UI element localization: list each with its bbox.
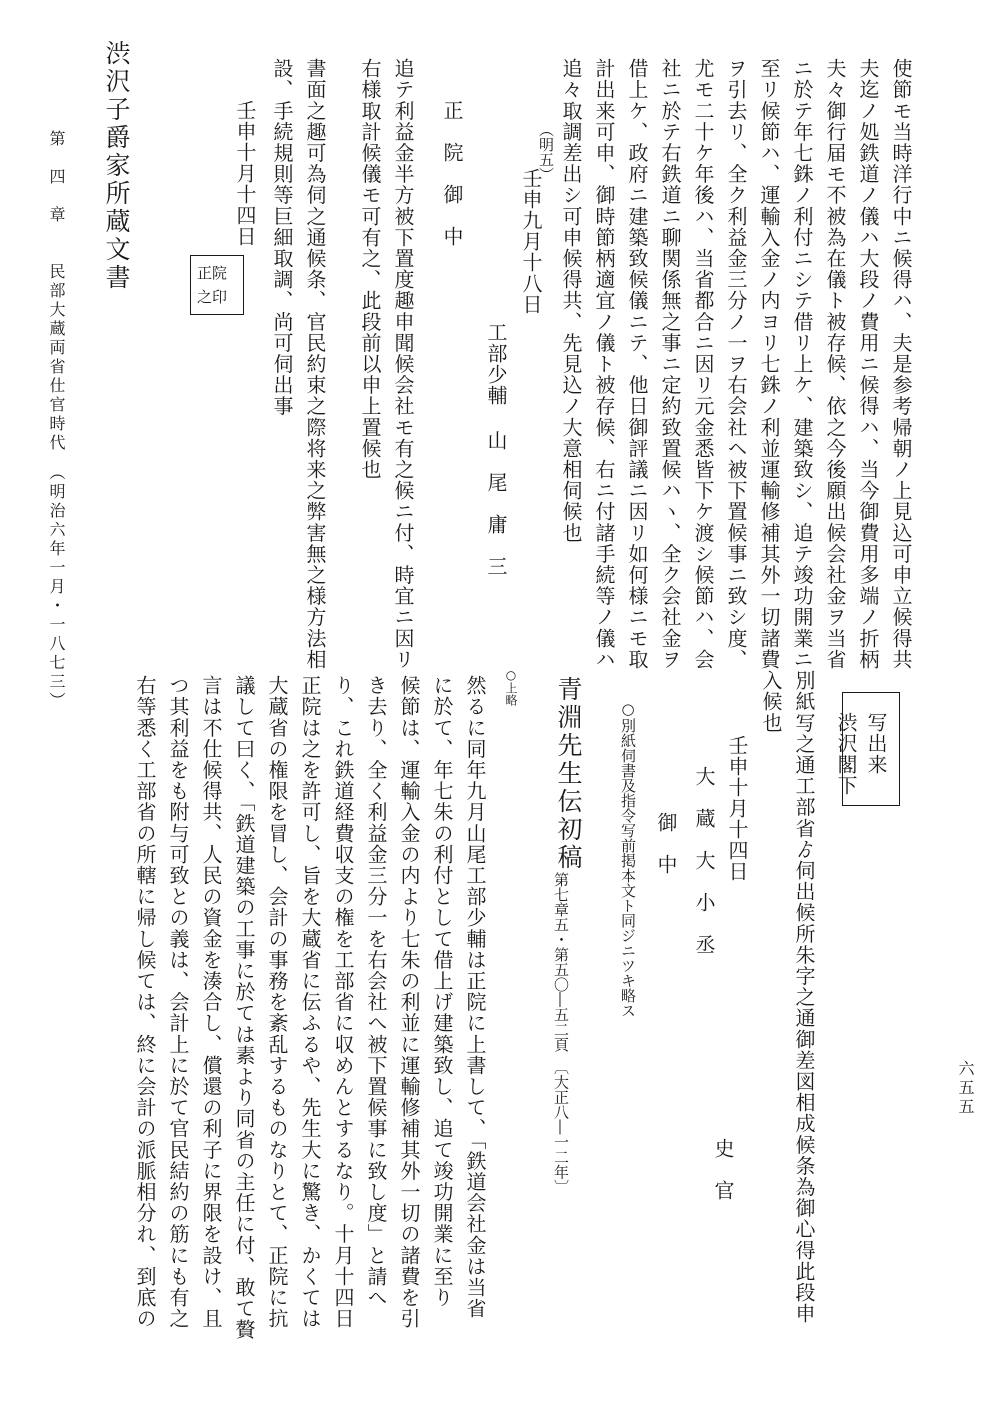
text-line: 右様取計候儀モ可有之、此段前以申上置候也 [358,58,382,480]
signer-title: 工部少輔 [484,322,508,406]
body-line: 言は不仕候得共、人民の資金を湊合し、償還の利子に界限を設け、且 [199,675,223,1330]
memo-date: 壬申十月十四日 [725,735,749,882]
body-line: 右等悉く工部省の所轄に帰し候ては、終に会計の派脈相分れ、到底の [133,675,157,1330]
text-line: 計出来可申、御時節柄適宜ノ儀ト被存候、右ニ付諸手続等ノ儀ハ [592,58,616,670]
source-reference: 第七章五・第五〇―五二頁 〔大正八―一二年〕 [552,872,570,1195]
memo-to-suffix: 御 中 [654,812,678,875]
text-line: ニ於テ年七銖ノ利付ニシテ借リ上ケ、建築致シ、追テ竣功開業ニ [790,58,814,670]
date: 壬申九月十八日 [519,168,543,315]
memo-from: 史 官 [711,1138,735,1201]
seal-text: 正院 [197,264,228,282]
source-title: 青淵先生伝初稿 [554,676,583,872]
body-line: つ其利益をも附与可致との義は、会計上に於て官民結約の筋にも有之 [166,675,190,1330]
copy-label: 写出来 [864,712,888,775]
text-line: 追々取調差出シ可申候得共、先見込ノ大意相伺候也 [559,58,583,544]
memo-to-office: 大 蔵 大 小 丞 [692,766,716,955]
body-line: 候節は、運輸入金の内より七朱の利並に運輸修補其外一切の諸費を引 [397,675,421,1330]
body-line: 然るに同年九月山尾工部少輔は正院に上書して、「鉄道会社金は当省 [463,675,487,1320]
text-line: 使節モ当時洋行中ニ候得ハ、夫是参考帰朝ノ上見込可申立候得共 [889,58,913,670]
seal-stamp [190,255,244,315]
text-line: 夫々御行届モ不被為在儀ト被存候、依之今後願出候会社金ヲ当省 [823,58,847,670]
body-line: き去り、全く利益金三分一を右会社へ被下置候事に致し度」と請へ [364,675,388,1308]
text-line: 借上ケ、政府ニ建築致候儀ニテ、他日御評議ニ因リ如何様ニモ取 [625,58,649,670]
body-line: 議して曰く、「鉄道建築の工事に於ては素より同省の主任に付、敢て贅 [232,675,256,1341]
text-line: 夫迄ノ処鉄道ノ儀ハ大段ノ費用ニ候得ハ、当今御費用多端ノ折柄 [856,58,880,670]
collection-title: 渋沢子爵家所蔵文書 [102,40,131,292]
body-line: り、これ鉄道経費収支の権を工部省に収めんとするなり。十月十四日 [331,675,355,1330]
text-line: 尤モ二十ケ年後ハ、当省都合ニ因リ元金悉皆下ケ渡シ候節ハ、会 [691,58,715,670]
text-line: 至リ候節ハ、運輸入金ノ内ヨリ七銖ノ利並運輸修補其外一切諸費 [757,58,781,670]
running-header: 第 四 章 民部大蔵両省仕官時代 （明治六年一月・一八七三） [47,130,66,711]
addressee: 正 院 御 中 [440,100,464,247]
page-number: 六五五 [956,1060,975,1117]
body-line: 正院は之を許可し、旨を大蔵省に伝ふるや、先生大に驚き、かくては [298,675,322,1330]
body-line: に於て、年七朱の利付として借上げ建築致し、追て竣功開業に至り [430,675,454,1308]
text-line: 追テ利益金半方被下置度趣申聞候会社モ有之候ニ付、時宜ニ因リ [391,58,415,670]
text-line: 設、手続規則等巨細取調、尚可伺出事 [270,58,294,417]
memo-line: 入候也 [759,670,783,734]
date: 壬申十月十四日 [233,100,257,247]
omission-mark: ○上略 [504,668,518,706]
omission-note: ○別紙伺書及指令写前掲本文ト同ジニツキ略ス [619,700,637,1018]
copy-addressee: 渋沢閣下 [834,712,858,796]
era-note: （明五） [537,122,555,182]
text-line: 書面之趣可為伺之通候条、官民約束之際将来之弊害無之様方法相 [303,58,327,670]
seal-text: 之印 [197,288,228,306]
text-line: 社ニ於テ右鉄道ニ聊関係無之事ニ定約致置候ハヽ、全ク会社金ヲ [658,58,682,670]
body-line: 大蔵省の権限を冒し、会計の事務を紊乱するものなりとて、正院に抗 [265,675,289,1330]
memo-line: 別紙写之通工部省ゟ伺出候所朱字之通御差図相成候条為御心得此段申 [792,670,816,1325]
text-line: ヲ引去リ、全ク利益金三分ノ一ヲ右会社ヘ被下置候事ニ致シ度、 [724,58,748,670]
signer-name: 山 尾 庸 三 [484,430,508,577]
